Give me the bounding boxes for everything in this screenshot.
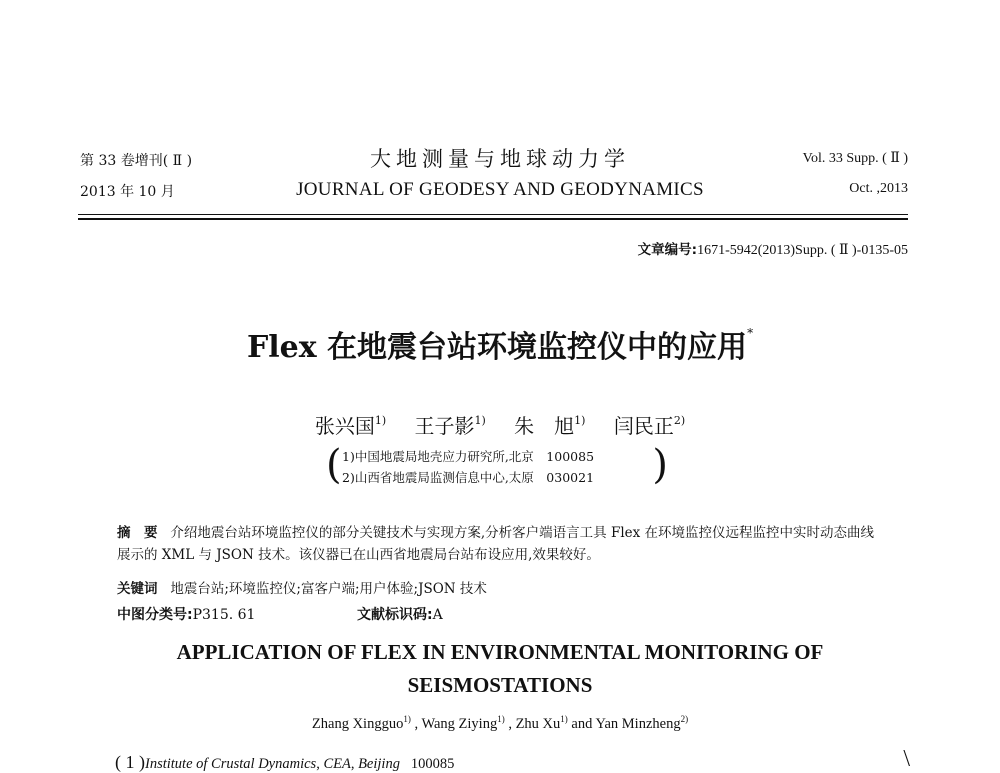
clc-value: P315. 61 (192, 607, 256, 623)
article-number-label: 文章编号: (637, 242, 698, 258)
journal-title-cn: 大地测量与地球动力学 (370, 147, 630, 171)
affiliation-left-brace: ( (326, 442, 342, 488)
author-cn: 王子影$^{1)}$ (414, 414, 486, 438)
affiliation-cn-2: 2)山西省地震局监测信息中心,太原 030021 (342, 470, 595, 485)
doc-code-value: A (432, 607, 443, 623)
keywords-label: 关键词 (117, 581, 158, 597)
paper-title-en-line-2: SEISMOSTATIONS (407, 673, 593, 697)
author-cn: 朱 旭$^{1)}$ (514, 414, 586, 438)
author-cn: 张兴国$^{1)}$ (314, 414, 387, 438)
author-en: Zhu Xu$^{1)}$ and (515, 714, 596, 732)
authors-cn (0, 410, 1000, 439)
affiliations-cn (326, 442, 668, 488)
affiliation-en-paren: ( 1 ) (115, 752, 145, 772)
affiliation-en-org: CEA (323, 756, 351, 772)
paper-title-cn (0, 322, 1000, 366)
abstract-cn (117, 522, 887, 566)
doc-code-label: 文献标识码: (357, 607, 433, 623)
affiliation-right-brace: ) (652, 442, 668, 488)
affiliation-en-code: 100085 (410, 756, 455, 772)
doc-code-row (357, 604, 443, 624)
paper-title-en-line-1: APPLICATION OF FLEX IN ENVIRONMENTAL MONITORING OF (176, 640, 824, 664)
header-date-cn: 2013 年 10 月 (80, 184, 175, 200)
authors-en (0, 714, 1000, 733)
affiliation-en-right-brace: \ (903, 746, 910, 772)
author-en: Yan Minzheng$^{2)}$ (595, 714, 689, 732)
affiliation-en-city: Beijing (358, 756, 400, 772)
article-number (638, 238, 908, 259)
header-volume-cn: 第 33 卷增刊( Ⅱ ) (80, 153, 193, 169)
abstract-label: 摘 要 (117, 525, 158, 541)
title-footnote-mark: * (747, 326, 754, 340)
header-rule-thin (78, 214, 908, 215)
affiliation-cn-1: 1)中国地震局地壳应力研究所,北京 100085 (342, 449, 595, 464)
author-cn: 闫民正$^{2)}$ (613, 414, 686, 438)
header-volume-en: Vol. 33 Supp. ( Ⅱ ) (802, 151, 908, 166)
author-en: Wang Ziying$^{1)}$ , (421, 714, 516, 732)
article-number-value: 1671-5942(2013)Supp. ( Ⅱ )-0135-05 (697, 243, 908, 258)
clc-label: 中图分类号: (117, 607, 193, 623)
keywords-cn (117, 577, 487, 597)
paper-title-cn-text: Flex 在地震台站环境监控仪中的应用 (246, 330, 748, 365)
affiliation-en-institute: Institute of Crustal Dynamics (145, 756, 317, 772)
journal-title-en: JOURNAL OF GEODESY AND GEODYNAMICS (296, 179, 704, 200)
header-rule-thick (78, 218, 908, 220)
keywords-text: 地震台站;环境监控仪;富客户端;用户体验;JSON 技术 (170, 581, 487, 597)
header-date-en: Oct. ,2013 (849, 181, 908, 196)
classification-row (117, 604, 255, 624)
affiliation-en-1: ( 1 )Institute of Crustal Dynamics, CEA, Beijing 100085 (115, 752, 455, 772)
author-en: Zhang Xingguo$^{1)}$ , (311, 714, 422, 732)
abstract-text: 介绍地震台站环境监控仪的部分关键技术与实现方案,分析客户端语言工具 Flex 在环境监控仪远程监控中实时动态曲线展示的 XML 与 JSON 技术。该仪器已在山西省地震局台站布设应用,效果较好。 (117, 525, 875, 563)
